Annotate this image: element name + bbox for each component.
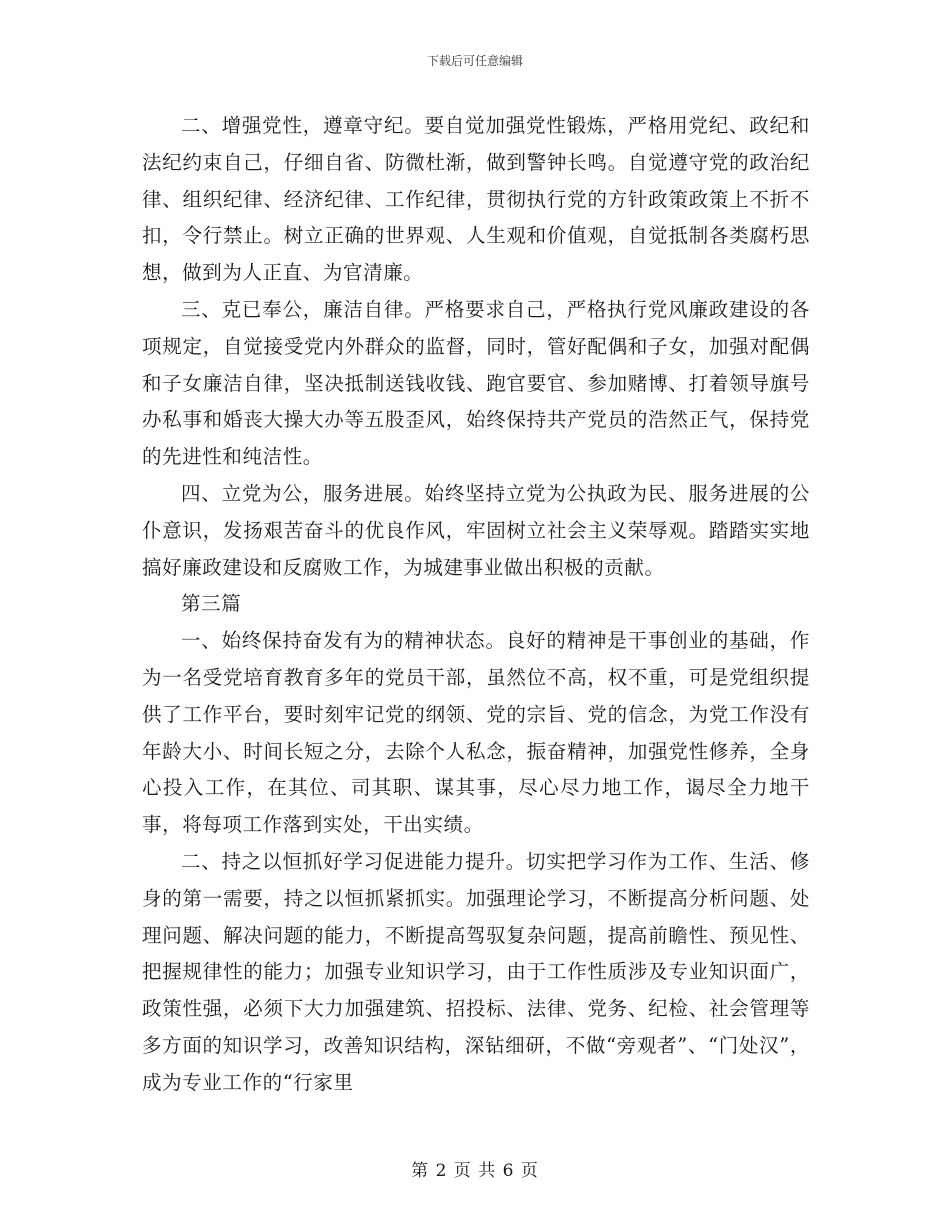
document-body <box>142 108 810 1102</box>
paragraph-service: 四、立党为公，服务进展。始终坚持立党为公执政为民、服务进展的公仆意识，发扬艰苦奋斗的优良作风，牢固树立社会主义荣辱观。踏踏实实地搞好廉政建设和反腐败工作，为城建事业做出积极的贡献。 <box>142 481 810 579</box>
paragraph-integrity: 三、克已奉公，廉洁自律。严格要求自己，严格执行党风廉政建设的各项规定，自觉接受党内外群众的监督，同时，管好配偶和子女，加强对配偶和子女廉洁自律，坚决抵制送钱收钱、跑官要官、参加赌博、打着领导旗号办私事和婚丧大操大办等五股歪风，始终保持共产党员的浩然正气，保持党的先进性和纯洁性。 <box>142 297 810 469</box>
paragraph-spirit: 一、始终保持奋发有为的精神状态。良好的精神是干事创业的基础，作为一名受党培育教育多年的党员干部，虽然位不高，权不重，可是党组织提供了工作平台，要时刻牢记党的纲领、党的宗旨、党的信念，为党工作没有年龄大小、时间长短之分，去除个人私念，振奋精神，加强党性修养，全身心投入工作，在其位、司其职、谋其事，尽心尽力地工作，谒尽全力地干事，将每项工作落到实处，干出实绩。 <box>142 629 810 837</box>
paragraph-discipline: 二、增强党性，遵章守纪。要自觉加强党性锻炼，严格用党纪、政纪和法纪约束自己，仔细自省、防微杜渐，做到警钟长鸣。自觉遵守党的政治纪律、组织纪律、经济纪律、工作纪律，贯彻执行党的方针政策政策上不折不扣，令行禁止。树立正确的世界观、人生观和价值观，自觉抵制各类腐朽思想，做到为人正直、为官清廉。 <box>142 114 810 285</box>
paragraph-learning: 二、持之以恒抓好学习促进能力提升。切实把学习作为工作、生活、修身的第一需要，持之以恒抓紧抓实。加强理论学习，不断提高分析问题、处理问题、解决问题的能力，不断提高驾驭复杂问题，提高前瞻性、预见性、把握规律性的能力；加强专业知识学习，由于工作性质涉及专业知识面广，政策性强，必须下大力加强建筑、招投标、法律、党务、纪检、社会管理等多方面的知识学习，改善知识结构，深钻细研，不做“旁观者”、“门处汉”，成为专业工作的“行家里 <box>142 849 810 1094</box>
page-header: 下载后可任意编辑 <box>426 54 523 68</box>
section-heading: 第三篇 <box>181 592 242 616</box>
page-number: 第 2 页 共 6 页 <box>411 1161 539 1181</box>
